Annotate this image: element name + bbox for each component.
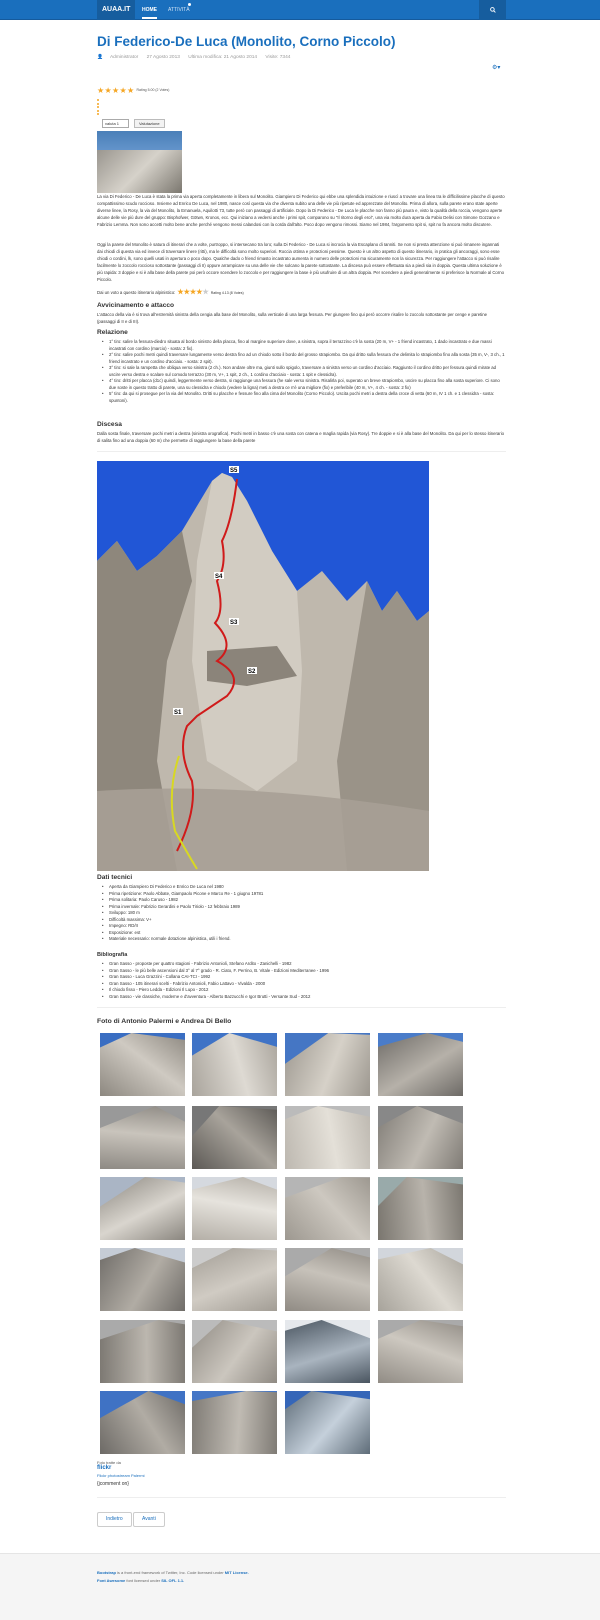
relation-heading: Relazione [97,329,128,336]
list-item: • Prima ripetizione: Paolo Abbate, Giampaolo Picone e Marco Re - 1 giugno 19781 [97,891,506,898]
fontawesome-link[interactable]: Font Awesome [97,1578,126,1583]
star-icon[interactable]: ★ [97,85,105,95]
biblio-list [97,961,506,1000]
gallery-photo[interactable] [285,1177,370,1240]
footer-line-1 [97,1570,249,1575]
gear-icon[interactable]: ⚙▾ [492,65,501,71]
gallery-title: Foto di Antonio Palermi e Andrea Di Bello [97,1018,232,1025]
search-icon [490,7,496,13]
footer-line-2 [97,1578,184,1583]
star-icon[interactable]: ★ [119,85,127,95]
vote-line [97,290,506,297]
list-item: • 5° tiro: da qui si prosegue per la via del Monolito. Dritti su placche e fessure fino alla cima del Monolito (Corno Piccolo). Uscita pochi metri a destra della croce di vetta (60 m, IV 1 ch. e 1 clessidra - sosta: spuntoni). [97,391,506,404]
meta-author-icon: 👤 [97,55,103,60]
footer [0,1553,600,1620]
topo-label-s1: S1 [174,710,182,716]
gallery-photo[interactable] [192,1391,277,1454]
intro-paragraph-2: Oggi la parete del Monolito è satura di itinerari che a volte, purtroppo, si intersecano tra loro; sulla Di Federico - De Luca si incrocia la via Escaplano di Ianniti. Se non si presta attenzione si può rimanere ingannati dai chiodi di questa via ed invece di traversare linere (ritti), ma le difficoltà sono molto superiori. Roccia ottima e protezioni pessime. Questo è un altro aspetto di questo itinerario, in pratica gli ancoraggi, sono esse chiodi o cordini, lk, sono quelli usati in apertura o poco dopo. Qualche dado o friend rimasto incastrato aumenta in numero delle protezioni ma sicuramente non la sicurezza. Per raggiungere l'attacco si può risalire facilmente lo zoccolo roccioso sottostante (passaggi di II) oppure arrampicare su una delle vie che solcano la parete sottostante. La discesa può essere effettuata sia a piedi sia in doppia. Questa ultima soluzione è più rapida: 3 doppie e si è alla base della parete poi però occore scendere lo zoccolo e per raggiungere la base è più usufruire di un altra doppia. Per scendere a piedi generalmente si preferisce la Normale al Corno Piccolo. [97,242,505,282]
page-title: Di Federico-De Luca (Monolito, Corno Piccolo) [97,34,396,49]
vote-button[interactable]: Valutazione [134,119,165,128]
meta-views: Visite: 7344 [265,55,291,60]
gallery-photo[interactable] [100,1106,185,1169]
relation-list [97,339,506,404]
gallery-photo[interactable] [100,1320,185,1383]
gallery-photo[interactable] [378,1033,463,1096]
list-item: • Aperta da Giampiero Di Federico e Enrico De Luca nel 1980 [97,884,506,891]
rating-text: Rating 5.00 (2 Votes) [136,88,170,92]
list-item: • Gran Sasso - vie classiche, moderne e d'avventura - Alberto Bazzucchi e Igor Brutti - Versante Sud - 2012 [97,994,506,1001]
list-item: • Prima invernale: Fabrizio Gerardini e Paolo Tiriolo - 12 febbraio 1989 [97,904,506,911]
list-item: • Gran Sasso - 105 itinerari scelti - Fabrizio Antonioli, Fabio Lattavo - Vivalda - 2000 [97,981,506,988]
vote-form [102,119,165,128]
list-item: • 2° tiro: salire pochi metri quindi traversare lungamente verso destra fino ad un chiodo sotto il bordo del grosso strapiombo. Da qui dritto sulla fessura che delimita lo strapiombo fino alla sosta (35 m, V-, 3 ch., 1 friend incastrato e un cordino d'acciaio. - sosta: 2 spit). [97,352,506,365]
gallery-photo[interactable] [285,1320,370,1383]
mit-link[interactable]: MIT License. [224,1570,249,1575]
flickr-logo[interactable] [97,1465,111,1471]
topo-svg [97,461,429,871]
tech-list [97,884,506,943]
star-icon[interactable]: ★ [104,85,112,95]
approach-text: L'attacco della via è si trova all'estremità sinistra della cengia alla base del Monolito, sulla verticale di una larga fessura. Per giungere fino qui però occorre risalire lo zoccolo sottostante per cenge e paretine (passaggi di II e di III). [97,312,488,324]
route-topo-image[interactable] [97,461,429,871]
gallery-photo[interactable] [378,1106,463,1169]
loading-dots [97,99,100,117]
star-icon[interactable]: ★ [127,85,135,95]
vote-line-text: Rating 4.13 (8 Votes) [210,291,244,295]
list-item: • Gran Sasso - Luca Grazzini - Collana CAI-TCI - 1992 [97,974,506,981]
list-item: • Esposizione: est [97,930,506,937]
divider [97,1497,506,1498]
gallery-source-label: Foto tratte da [97,1460,121,1465]
topo-label-s2: S2 [248,669,256,675]
descent-text: Dalla sosta finale, traversare pochi metri a destra (sinistra orografica). Pochi metri in basso c'è una sosta con catena e maglia rapida (via Rosy). Tre doppie e si è alla base del Monolito. Da qui per lo stesso itinerario di salita fino ad una doppia (60 m) che permette di raggiungere la base della parete [97,431,505,443]
gallery-photo[interactable] [285,1248,370,1311]
list-item: • Sviluppo: 180 m [97,910,506,917]
descent-heading: Discesa [97,421,122,428]
gallery-photo[interactable] [100,1248,185,1311]
gallery-photo[interactable] [192,1106,277,1169]
approach-heading: Avvicinamento e attacco [97,302,175,309]
gallery-photo[interactable] [192,1320,277,1383]
list-item: • Gran Sasso - le più belle ascensioni dal 3° al 7° grado - R. Ciato, F. Perrino, B. Vitale - Edizioni Mediterranee - 1996 [97,968,506,975]
list-item: • Impegno: RD/II [97,923,506,930]
list-item: • 4° tiro: dritti per placca (d1c) quindi, leggermente verso destra, si raggiunge una fessura (he sale verso sinistra. Risalirla poi, superato un breve strapiombo, uscire su placca fino alla sosta superiore. Ci sono due soste in questo tratto di parete, una su clessidra e chiodo (vedere la ligna) meti a destra ce n'è una migliore (fix) e preferibile (40 m, V+, 4 ch. - sosta: 2 fix) [97,378,506,391]
meta-author: Administrator [109,55,139,60]
gallery-photo[interactable] [100,1177,185,1240]
intro-paragraph-1: La via Di Federico - De Luca è stata la prima via aperta completamente in libera sul Monolito. Giampiero Di Federico qui ebbe una splendida intuizione e riuscì a trovare una linea tra le difficilissime placche di questo compattissimo scudo roccioso. Insieme ad Enrico De Luca, nel 1980, nasce così questa via che diventa subito una delle vie più ripetute ed apprezzate del Monolito. Prima di allora, sulla parete erano state aperte diverse linee, la Rosy, la via del Monolito, la Emanuela, Aquilotti 73, tutte però con passaggi di artificiale. Dopo la Di Federico - De Luca le placche non fanno più paura e, visto la qualità della roccia, vengono aperte alcune delle vie più dure del gruppo: Bisphofwer, Götwn, Kronos, ecc. Qui iniziano a vedersi anche i primi spit, comparono su "Il ritorno degli eroi", una via molto dura aperta da Fabio Delisi con Simone Gozzano e Fabrizio Lemma. Non sono accetti molto bene anche perché vengono messi calandosi con la corda dall'alto. Poco dopo vengono rimossi. Siamo nel 1984, l'argomento spit si, spit no fa ancora molto discutere. [97,194,505,227]
list-item: • Materiale necessario: normale dotazione alpinistica, utili i friend. [97,936,506,943]
topo-label-s5: S5 [230,468,238,474]
gallery-photo[interactable] [285,1391,370,1454]
list-item: • Gran Sasso - proposte per quattro stagioni - Fabrizio Antonioli, Stefano Ardito - Zanichelli - 1982 [97,961,506,968]
bootstrap-link[interactable]: Bootstrap [97,1570,116,1575]
flickr-link[interactable]: Flickr photostream Palermi [97,1473,145,1478]
route-thumbnail[interactable] [97,131,182,193]
divider [97,451,506,452]
caret-icon [188,3,191,6]
brand-logo[interactable]: AUAA.IT [97,0,135,20]
biblio-heading: Bibliografia [97,952,128,958]
gallery-photo[interactable] [378,1177,463,1240]
gallery-photo[interactable] [192,1033,277,1096]
article-meta [97,55,297,60]
vote-line-stars[interactable]: ★ ★ ★ ★ ★ [177,289,209,297]
next-button[interactable]: Avanti [133,1512,165,1527]
star-icon[interactable]: ★ [112,85,120,95]
navbar [0,0,600,20]
meta-date: 27 Agosto 2013 [146,55,180,60]
list-item: • Il chiodo fisso - Piero Ledda - Edizioni Il Lupo - 2012 [97,987,506,994]
gallery-photo[interactable] [192,1177,277,1240]
footer-text: is a front-end framework of Twitter, Inc. Code licensed under [115,1570,225,1575]
list-item: • Difficoltà massima: V+ [97,917,506,924]
list-item: • 1° tiro: salire la fessura-diedro situata al bordo sinistro della placca, fino al margine superiore dove, a sinistra, sopra il terrazzino c'è la sosta (20 m, V+ - 1 friend incastrato, 1 dado incastrato e due massi incastrati con cordino (marcio) - sosta: 2 fix). [97,339,506,352]
gallery-photo[interactable] [100,1033,185,1096]
flickr-label: flickr [97,1465,112,1471]
gallery-photo[interactable] [378,1320,463,1383]
gallery-photo[interactable] [100,1391,185,1454]
list-item: • 3° tiro: si sale la rampetta che obliqua verso sinistra (2 ch.). Non andare oltre ma, giunti sullo spigolo, traversare a sinistra verso un cordino d'acciaio. Raggiunto il cordino dritto per fessura quindi mirate ad uscire verso destra e scalare sul comodo terrazzo (30 m, V+, 1 spit, 2 ch., 1 cordino d'acciaio - sosta: 1 spit e clessidra). [97,365,506,378]
topo-label-s4: S4 [215,574,223,580]
divider [97,1007,506,1008]
gallery-photo[interactable] [192,1248,277,1311]
comments-tag: {jcomment on} [97,1481,129,1487]
vote-line-prefix: Dai un voto a questo itinerario alpinistico: [97,290,176,295]
topo-label-s3: S3 [230,620,238,626]
ofl-link[interactable]: SIL OFL 1.1. [161,1578,185,1583]
vote-select[interactable]: valuta 1 [102,119,129,128]
gallery-photo[interactable] [378,1248,463,1311]
prev-button[interactable]: Indietro [97,1512,132,1527]
nav-activity[interactable]: ATTIVITÀ [168,7,190,13]
footer-text: font licensed under [125,1578,162,1583]
nav-home[interactable]: HOME [142,0,157,19]
list-item: • Prima solitaria: Paolo Caruso - 1982 [97,897,506,904]
tech-heading: Dati tecnici [97,874,133,881]
gallery-photo[interactable] [285,1033,370,1096]
rating-widget [97,86,169,94]
gallery-photo[interactable] [285,1106,370,1169]
meta-modified: Ultima modifica: 21 Agosto 2014 [188,55,258,60]
search-button[interactable] [479,0,506,20]
